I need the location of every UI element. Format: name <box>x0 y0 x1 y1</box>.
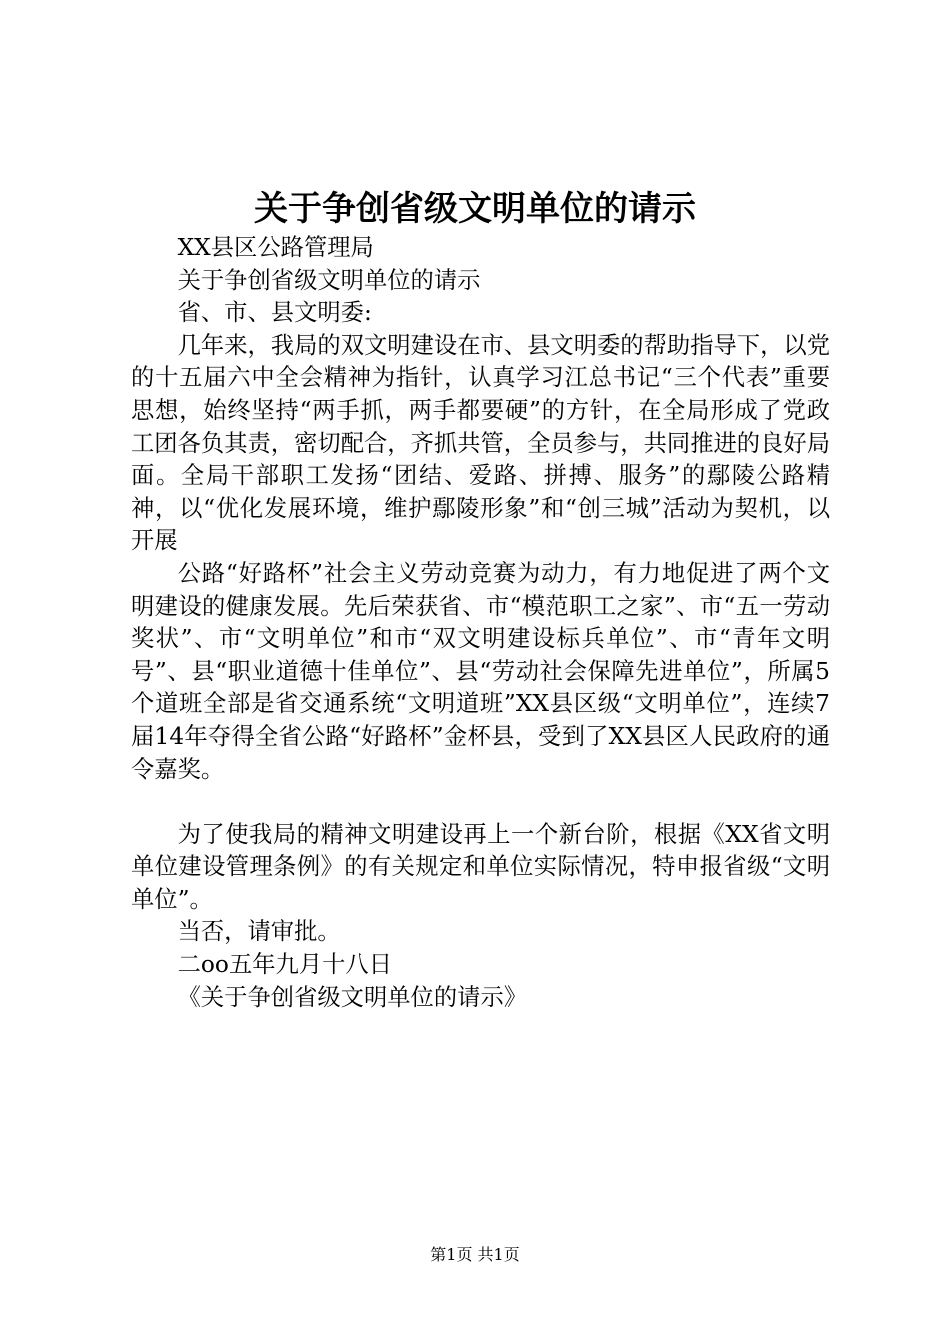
recipient-line: 省、市、县文明委: <box>177 299 372 327</box>
date-line: 二oo五年九月十八日 <box>177 951 393 979</box>
paragraph-spacer <box>131 786 830 819</box>
body-paragraph: 公路“好路杯”社会主义劳动竞赛为动力，有力地促进了两个文明建设的健康发展。先后荣获省、市“模范职工之家”、市“五一劳动奖状”、市“文明单位”和市“双文明建设标兵单位”、市“青年文明号”、县“职业道德十佳单位”、县“劳动社会保障先进单位”，所属5个道班全部是省交通系统“文明道班”XX县区级“文明单位”，连续7届14年夺得全省公路“好路杯”金杯县，受到了XX县区人民政府的通令嘉奖。 <box>131 559 830 783</box>
document-body <box>131 232 830 1014</box>
page-footer: 第1页 共1页 <box>430 1245 520 1264</box>
body-paragraph: 几年来，我局的双文明建设在市、县文明委的帮助指导下，以党的十五届六中全会精神为指针，认真学习江总书记“三个代表”重要思想，始终坚持“两手抓，两手都要硬”的方针，在全局形成了党政工团各负其责，密切配合，齐抓共管，全员参与，共同推进的良好局面。全局干部职工发扬“团结、爱路、拼搏、服务”的鄢陵公路精神，以“优化发展环境，维护鄢陵形象”和“创三城”活动为契机，以开展 <box>131 331 830 555</box>
document-name-line: 《关于争创省级文明单位的请示》 <box>177 983 528 1011</box>
subject-line: 关于争创省级文明单位的请示 <box>177 266 481 294</box>
closing-line: 当否，请审批。 <box>177 918 341 946</box>
body-paragraph: 为了使我局的精神文明建设再上一个新台阶，根据《XX省文明单位建设管理条例》的有关规定和单位实际情况，特申报省级“文明单位”。 <box>131 820 830 913</box>
document-title: 关于争创省级文明单位的请示 <box>254 189 696 229</box>
sender-line: XX县区公路管理局 <box>177 234 374 261</box>
